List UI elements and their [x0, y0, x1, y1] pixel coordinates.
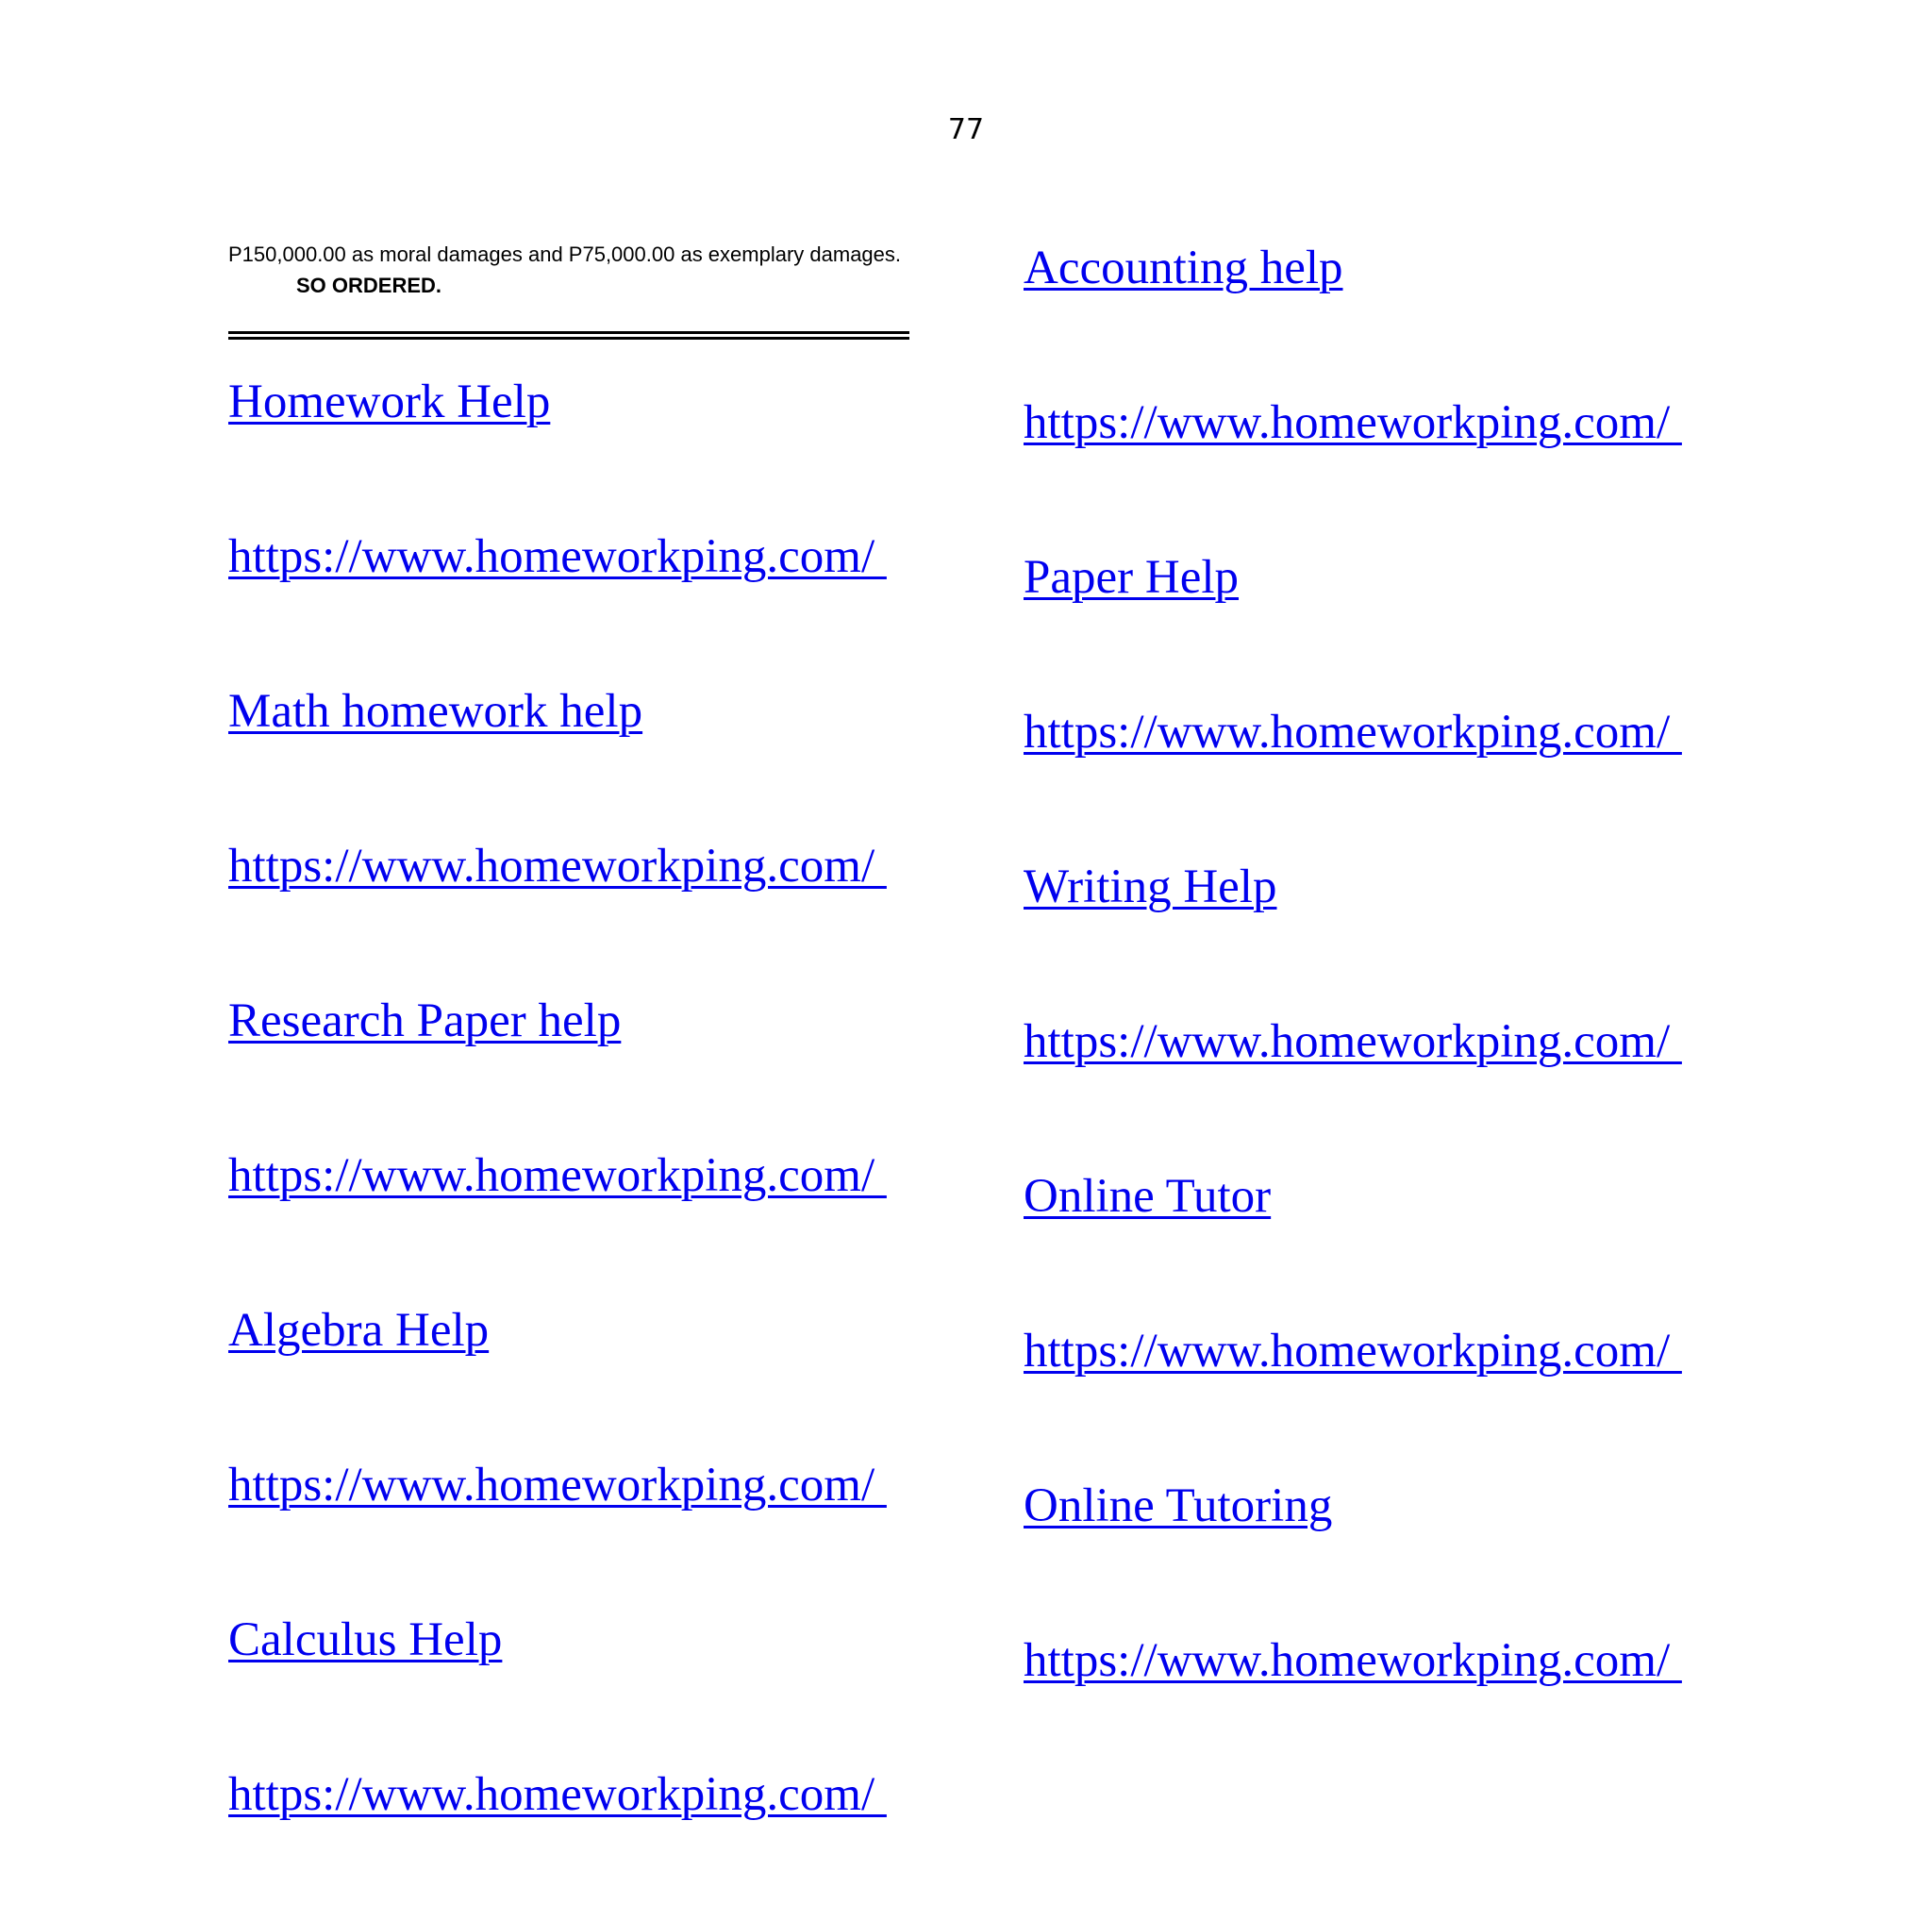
ruling-excerpt	[228, 239, 908, 301]
double-rule-divider	[228, 331, 909, 340]
link-algebra-help[interactable]: Algebra Help	[228, 1304, 490, 1357]
link-accounting-help[interactable]: Accounting help	[1024, 242, 1343, 294]
link-calculus-help[interactable]: Calculus Help	[228, 1613, 503, 1666]
link-online-tutor[interactable]: Online Tutor	[1024, 1170, 1272, 1223]
link-homework-help[interactable]: Homework Help	[228, 376, 551, 428]
link-url[interactable]: https://www.homeworkping.com/	[1024, 1015, 1682, 1068]
left-link-column	[228, 374, 887, 1921]
ruling-closing: SO ORDERED.	[296, 274, 442, 297]
link-online-tutoring[interactable]: Online Tutoring	[1024, 1479, 1333, 1532]
link-research-paper-help[interactable]: Research Paper help	[228, 994, 622, 1047]
ruling-paragraph: P150,000.00 as moral damages and P75,000.00 as exemplary damages.	[228, 242, 902, 266]
link-math-homework-help[interactable]: Math homework help	[228, 685, 643, 738]
link-url[interactable]: https://www.homeworkping.com/	[1024, 1325, 1682, 1378]
right-link-column	[1024, 240, 1682, 1787]
link-url[interactable]: https://www.homeworkping.com/	[228, 1459, 887, 1512]
link-writing-help[interactable]: Writing Help	[1024, 860, 1277, 913]
link-url[interactable]: https://www.homeworkping.com/	[228, 1768, 887, 1821]
page-number: 77	[947, 113, 985, 146]
link-url[interactable]: https://www.homeworkping.com/	[228, 530, 887, 583]
link-url[interactable]: https://www.homeworkping.com/	[228, 840, 887, 893]
link-url[interactable]: https://www.homeworkping.com/	[1024, 1634, 1682, 1687]
link-paper-help[interactable]: Paper Help	[1024, 551, 1240, 604]
link-url[interactable]: https://www.homeworkping.com/	[1024, 706, 1682, 759]
link-url[interactable]: https://www.homeworkping.com/	[1024, 396, 1682, 449]
link-url[interactable]: https://www.homeworkping.com/	[228, 1149, 887, 1202]
